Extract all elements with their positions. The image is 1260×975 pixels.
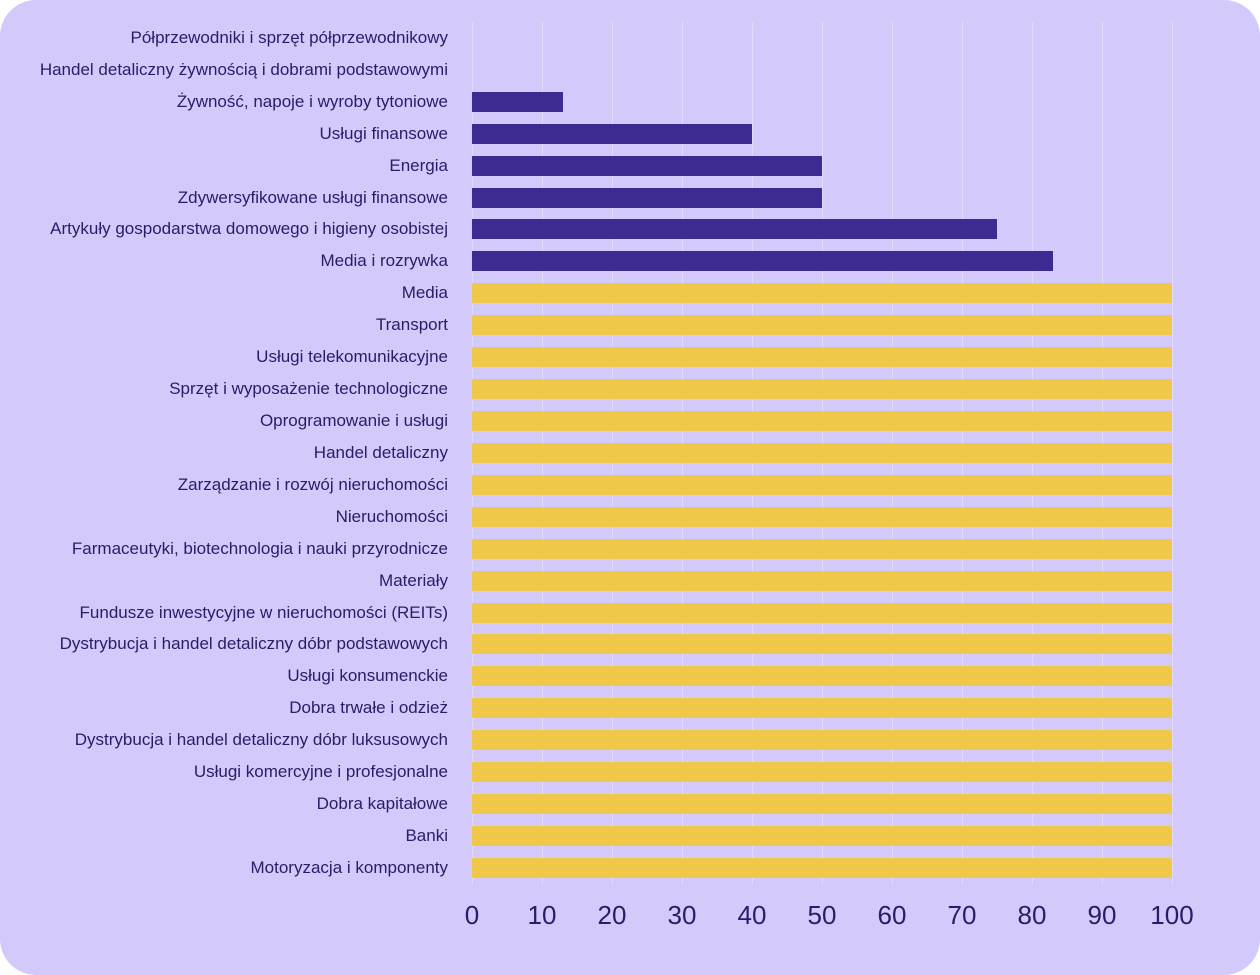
y-axis-label: Media (401, 283, 448, 303)
y-axis-label: Żywność, napoje i wyroby tytoniowe (176, 91, 448, 111)
bar[interactable] (472, 92, 563, 112)
y-axis-label: Banki (405, 826, 448, 845)
bar-row (472, 54, 1172, 86)
bar[interactable] (472, 443, 1172, 463)
bar-row (472, 660, 1172, 692)
gridline (1172, 22, 1173, 884)
bar-rows (472, 22, 1172, 884)
bar[interactable] (472, 188, 822, 208)
bar-row (472, 437, 1172, 469)
bar[interactable] (472, 156, 822, 176)
bar-row (472, 373, 1172, 405)
bar[interactable] (472, 666, 1172, 686)
bar[interactable] (472, 411, 1172, 431)
bar[interactable] (472, 762, 1172, 782)
bar-row (472, 214, 1172, 246)
x-axis-tick: 0 (464, 900, 480, 930)
y-axis-label: Dystrybucja i handel detaliczny dóbr podstawowych (59, 634, 448, 654)
y-axis-label: Sprzęt i wyposażenie technologiczne (169, 379, 448, 399)
bar[interactable] (472, 794, 1172, 814)
bar[interactable] (472, 603, 1172, 623)
bar-row (472, 309, 1172, 341)
y-axis-label: Nieruchomości (335, 506, 448, 526)
bar[interactable] (472, 730, 1172, 750)
y-axis-label: Handel detaliczny (313, 442, 448, 462)
y-axis-label: Dobra trwałe i odzież (289, 698, 448, 718)
x-axis-tick: 40 (737, 900, 767, 930)
x-axis-tick: 100 (1150, 900, 1194, 930)
x-axis-tick: 70 (947, 900, 977, 930)
y-axis-label: Usługi konsumenckie (287, 666, 448, 686)
x-axis-tick: 50 (807, 900, 837, 930)
bar[interactable] (472, 858, 1172, 878)
y-axis-label: Usługi telekomunikacyjne (256, 347, 448, 367)
bar-row (472, 245, 1172, 277)
bar[interactable] (472, 379, 1172, 399)
bar[interactable] (472, 507, 1172, 527)
y-axis-label: Artykuły gospodarstwa domowego i higieny osobistej (50, 219, 448, 239)
bar-row (472, 150, 1172, 182)
bar-row (472, 501, 1172, 533)
bar[interactable] (472, 124, 752, 144)
bar-row (472, 118, 1172, 150)
y-axis-label: Dystrybucja i handel detaliczny dóbr luksusowych (74, 730, 448, 750)
x-axis-tick: 80 (1017, 900, 1047, 930)
bar[interactable] (472, 283, 1172, 303)
bar[interactable] (472, 539, 1172, 559)
bar[interactable] (472, 571, 1172, 591)
bar-row (472, 22, 1172, 54)
bar[interactable] (472, 698, 1172, 718)
bar-row (472, 724, 1172, 756)
y-axis-label: Usługi finansowe (319, 123, 448, 143)
bar-row (472, 565, 1172, 597)
y-axis-label: Motoryzacja i komponenty (250, 857, 448, 877)
y-axis-label: Transport (375, 315, 448, 335)
x-axis-tick: 20 (597, 900, 627, 930)
bar-row (472, 852, 1172, 884)
y-axis-labels (0, 22, 460, 884)
y-axis-label: Handel detaliczny żywnością i dobrami podstawowymi (39, 59, 448, 79)
bar-row (472, 182, 1172, 214)
y-axis-label: Materiały (379, 570, 448, 590)
y-axis-label: Usługi komercyjne i profesjonalne (193, 762, 448, 782)
y-axis-label: Dobra kapitałowe (316, 794, 448, 814)
y-axis-label: Farmaceutyki, biotechnologia i nauki przyrodnicze (71, 538, 448, 558)
bar-row (472, 597, 1172, 629)
bar-row (472, 86, 1172, 118)
bar-row (472, 341, 1172, 373)
bar-row (472, 405, 1172, 437)
bar-row (472, 277, 1172, 309)
x-axis-tick: 10 (527, 900, 557, 930)
bar[interactable] (472, 315, 1172, 335)
bar-row (472, 788, 1172, 820)
bar-row (472, 469, 1172, 501)
bar-row (472, 533, 1172, 565)
y-axis-label: Fundusze inwestycyjne w nieruchomości (REITs) (79, 602, 448, 622)
bar-row (472, 756, 1172, 788)
y-axis-label: Oprogramowanie i usługi (259, 411, 448, 431)
bar-row (472, 629, 1172, 661)
bar[interactable] (472, 634, 1172, 654)
bar-row (472, 692, 1172, 724)
bar-row (472, 820, 1172, 852)
bar[interactable] (472, 251, 1053, 271)
y-axis-label: Media i rozrywka (320, 251, 448, 271)
x-axis-tick: 60 (877, 900, 907, 930)
y-axis-label: Energia (389, 155, 448, 175)
y-axis-label: Półprzewodniki i sprzęt półprzewodnikowy (130, 27, 448, 47)
bar[interactable] (472, 219, 997, 239)
x-axis-tick: 30 (667, 900, 697, 930)
bar[interactable] (472, 475, 1172, 495)
x-axis-tick: 90 (1087, 900, 1117, 930)
y-axis-label: Zarządzanie i rozwój nieruchomości (177, 474, 448, 494)
plot-area (472, 22, 1172, 884)
bar[interactable] (472, 826, 1172, 846)
x-axis-labels (464, 890, 1194, 940)
bar[interactable] (472, 347, 1172, 367)
y-axis-label: Zdywersyfikowane usługi finansowe (177, 187, 448, 207)
